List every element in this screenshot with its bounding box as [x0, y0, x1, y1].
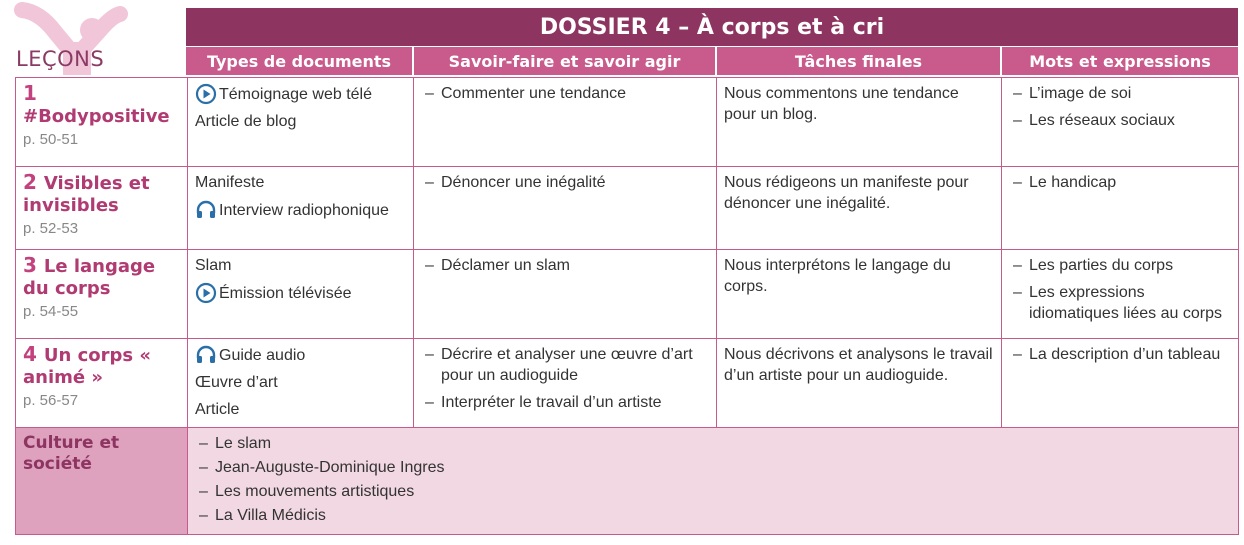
mots-item: – Le handicap	[1009, 172, 1231, 193]
mots-item: – Les expressions idiomatiques liées au corps	[1009, 282, 1231, 324]
mots-item: – Les parties du corps	[1009, 255, 1231, 276]
savoir-faire-list	[421, 255, 709, 276]
play-icon[interactable]	[195, 282, 217, 304]
mots-list	[1009, 344, 1231, 365]
document-item	[195, 172, 406, 193]
document-label: Article de blog	[195, 113, 297, 130]
culture-row	[16, 428, 1239, 535]
lesson-row	[16, 78, 1239, 167]
savoir-faire-cell	[414, 167, 717, 250]
savoir-faire-list	[421, 344, 709, 413]
culture-item: – Les mouvements artistiques	[195, 481, 1231, 502]
tache-finale-cell: Nous décrivons et analysons le travail d’un artiste pour un audioguide.	[717, 339, 1002, 428]
lesson-title[interactable]: #Bodypositive	[23, 106, 170, 127]
lesson-page: p. 50-51	[23, 131, 79, 148]
mots-list	[1009, 83, 1231, 131]
lessons-table	[15, 77, 1239, 535]
document-item	[195, 83, 406, 105]
mots-list	[1009, 255, 1231, 324]
document-label: Témoignage web télé	[219, 85, 372, 103]
lesson-number: 2	[23, 170, 44, 194]
documents-cell	[188, 78, 414, 167]
mots-cell	[1002, 78, 1239, 167]
documents-cell	[188, 167, 414, 250]
headphones-icon[interactable]	[195, 344, 217, 366]
lesson-number: 4	[23, 342, 44, 366]
lesson-number: 3	[23, 253, 44, 277]
tache-finale-cell: Nous commentons une tendance pour un blog.	[717, 78, 1002, 167]
savoir-faire-item: – Décrire et analyser une œuvre d’art pour un audioguide	[421, 344, 709, 386]
savoir-faire-item: – Interpréter le travail d’un artiste	[421, 392, 709, 413]
document-label: Article	[195, 401, 240, 418]
lesson-row	[16, 167, 1239, 250]
mots-cell	[1002, 250, 1239, 339]
documents-cell	[188, 250, 414, 339]
savoir-faire-list	[421, 172, 709, 193]
column-header-savoir-faire: Savoir-faire et savoir agir	[412, 47, 715, 75]
savoir-faire-cell	[414, 339, 717, 428]
culture-list	[195, 433, 1231, 526]
lesson-cell[interactable]	[16, 250, 188, 339]
document-label: Œuvre d’art	[195, 374, 278, 391]
lesson-cell[interactable]	[16, 339, 188, 428]
document-item	[195, 282, 406, 304]
lesson-page: p. 52-53	[23, 220, 79, 237]
dossier-title: DOSSIER 4 – À corps et à cri	[539, 14, 885, 40]
culture-item: – Le slam	[195, 433, 1231, 454]
tache-finale-cell: Nous rédigeons un manifeste pour dénoncer une inégalité.	[717, 167, 1002, 250]
culture-content	[188, 428, 1239, 535]
lesson-row	[16, 250, 1239, 339]
mots-cell	[1002, 167, 1239, 250]
document-label: Manifeste	[195, 174, 265, 191]
mots-item: – La description d’un tableau	[1009, 344, 1231, 365]
lesson-title[interactable]: Visibles et invisibles	[23, 173, 150, 216]
culture-label: Culture et société	[16, 428, 188, 535]
culture-item: – La Villa Médicis	[195, 505, 1231, 526]
lesson-title[interactable]: Un corps « animé »	[23, 345, 151, 388]
savoir-faire-item: – Déclamer un slam	[421, 255, 709, 276]
lesson-page: p. 54-55	[23, 303, 79, 320]
savoir-faire-cell	[414, 250, 717, 339]
dossier-title-bar	[186, 8, 1238, 46]
document-item	[195, 344, 406, 366]
mots-cell	[1002, 339, 1239, 428]
savoir-faire-item: – Commenter une tendance	[421, 83, 709, 104]
lecons-label: LEÇONS	[16, 47, 105, 71]
column-header-taches: Tâches finales	[715, 47, 1000, 75]
column-header-types: Types de documents	[186, 47, 412, 75]
lesson-row	[16, 339, 1239, 428]
document-label: Émission télévisée	[219, 284, 352, 302]
column-headers	[186, 47, 1238, 75]
lesson-title[interactable]: Le langage du corps	[23, 256, 156, 299]
column-header-mots: Mots et expressions	[1000, 47, 1238, 75]
document-item	[195, 255, 406, 276]
lesson-cell[interactable]	[16, 167, 188, 250]
document-label: Interview radiophonique	[219, 201, 389, 219]
document-item	[195, 372, 406, 393]
document-item	[195, 199, 406, 221]
mots-item: – L’image de soi	[1009, 83, 1231, 104]
mots-item: – Les réseaux sociaux	[1009, 110, 1231, 131]
lesson-cell[interactable]	[16, 78, 188, 167]
documents-cell	[188, 339, 414, 428]
document-item	[195, 111, 406, 132]
savoir-faire-item: – Dénoncer une inégalité	[421, 172, 709, 193]
lesson-page: p. 56-57	[23, 392, 79, 409]
document-label: Guide audio	[219, 346, 306, 364]
document-label: Slam	[195, 257, 232, 274]
savoir-faire-list	[421, 83, 709, 104]
headphones-icon[interactable]	[195, 199, 217, 221]
savoir-faire-cell	[414, 78, 717, 167]
lesson-number: 1	[23, 81, 37, 105]
mots-list	[1009, 172, 1231, 193]
document-item	[195, 399, 406, 420]
culture-item: – Jean-Auguste-Dominique Ingres	[195, 457, 1231, 478]
tache-finale-cell: Nous interprétons le langage du corps.	[717, 250, 1002, 339]
play-icon[interactable]	[195, 83, 217, 105]
